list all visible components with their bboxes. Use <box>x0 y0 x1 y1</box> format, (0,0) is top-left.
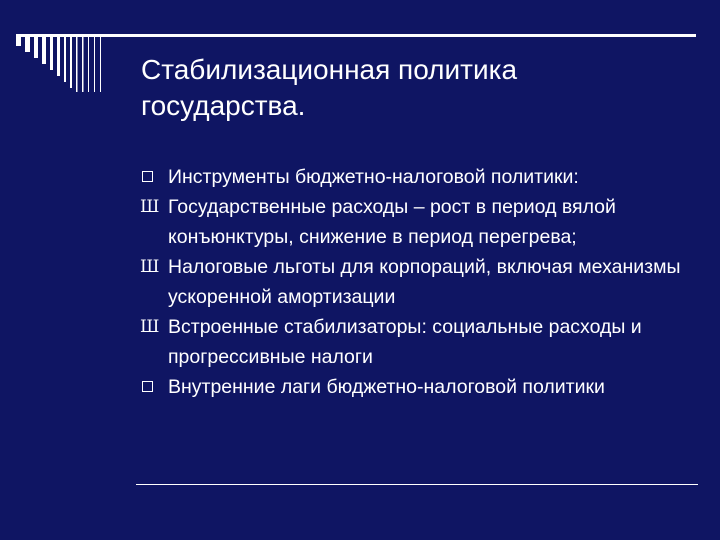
list-item-text: Внутренние лаги бюджетно-налоговой политики <box>168 376 605 398</box>
bullet-list <box>140 162 690 402</box>
footer-divider <box>136 484 698 485</box>
wingdings-arrow-bullet-icon: Ш <box>140 317 160 337</box>
list-item-text: Государственные расходы – рост в период вялой конъюнктуры, снижение в период перегрева; <box>168 196 616 248</box>
list-item <box>140 252 690 312</box>
list-item <box>140 372 690 402</box>
list-item-text: Встроенные стабилизаторы: социальные расходы и прогрессивные налоги <box>168 316 642 368</box>
wingdings-arrow-bullet-icon: Ш <box>140 257 160 277</box>
list-item-text: Инструменты бюджетно-налоговой политики: <box>168 166 579 188</box>
list-item <box>140 162 690 192</box>
slide-title: Стабилизационная политика государства. <box>141 54 518 121</box>
hollow-square-bullet-icon <box>140 162 164 192</box>
hollow-square-bullet-icon <box>140 372 164 402</box>
wingdings-arrow-bullet-icon: Ш <box>140 197 160 217</box>
list-item <box>140 312 690 372</box>
list-item-text: Налоговые льготы для корпораций, включая механизмы ускоренной амортизации <box>168 256 681 308</box>
list-item <box>140 192 690 252</box>
